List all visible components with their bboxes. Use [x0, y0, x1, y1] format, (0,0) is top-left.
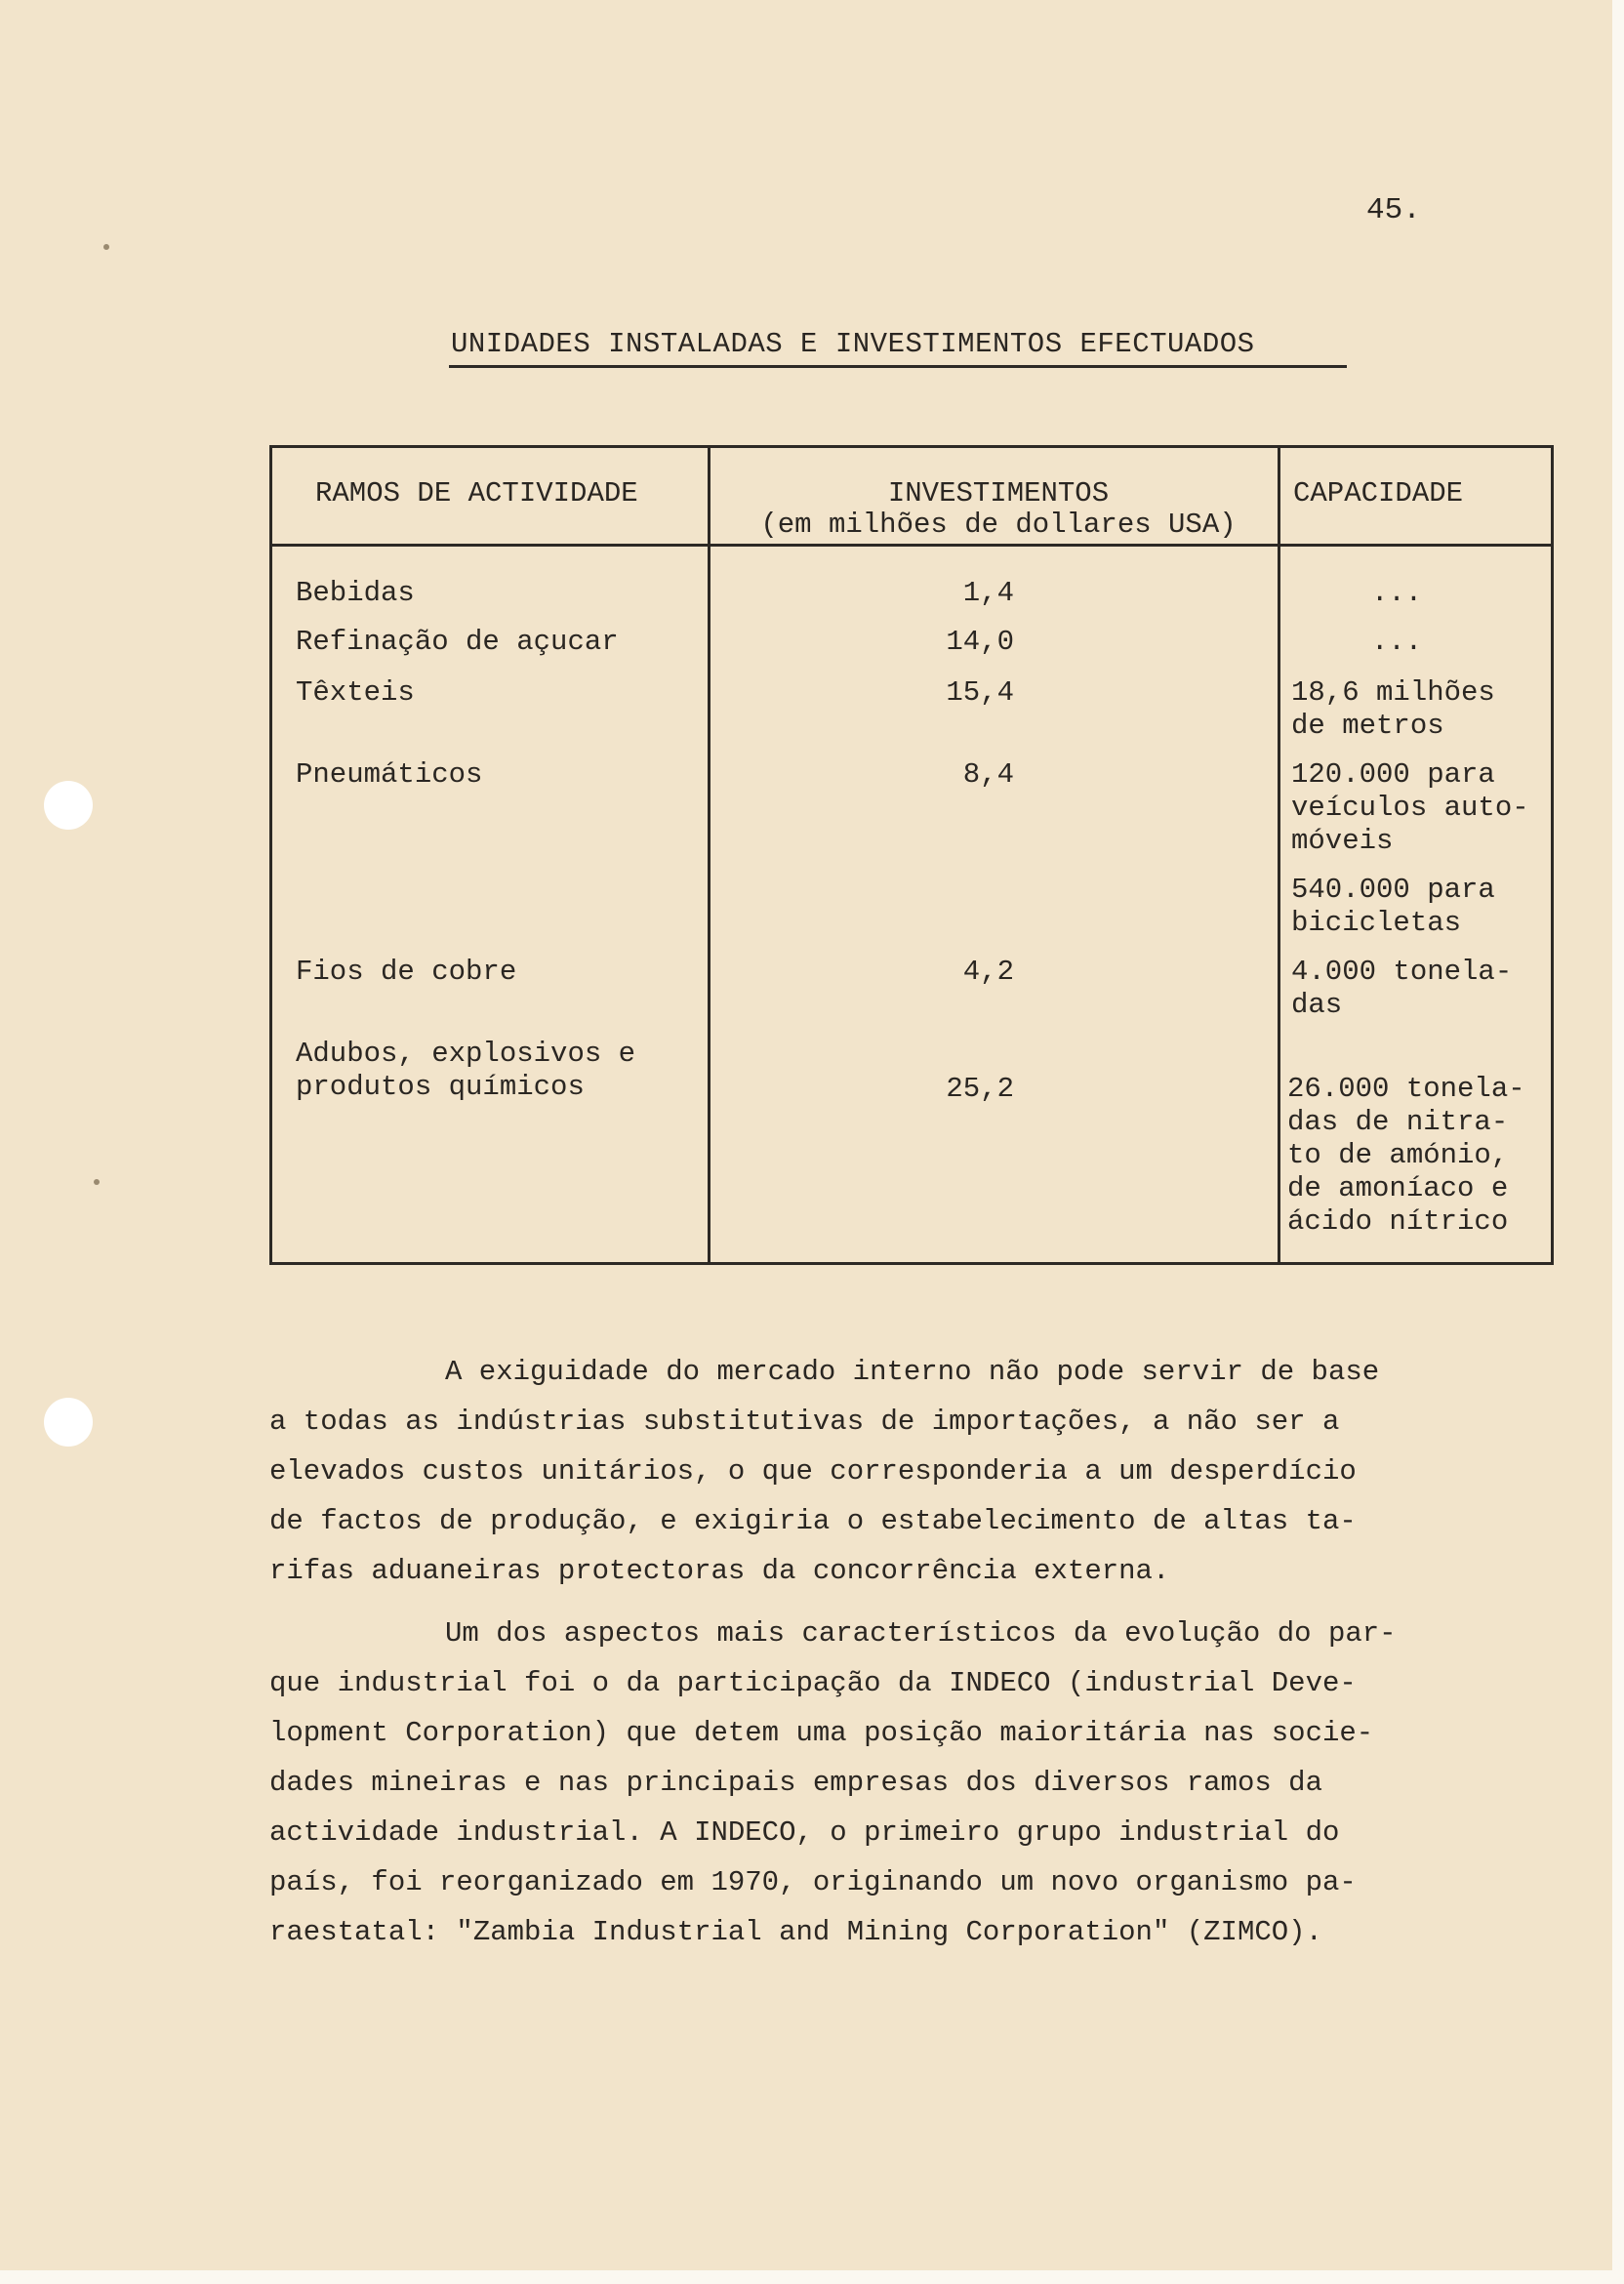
paragraph	[269, 1347, 1528, 1596]
paragraph-line: elevados custos unitários, o que corresponderia a um desperdício	[269, 1455, 1357, 1488]
cell-investimento: 14,0	[946, 626, 1014, 658]
cell-investimento: 8,4	[962, 758, 1014, 791]
paragraph-line: actividade industrial. A INDECO, o primeiro grupo industrial do	[269, 1816, 1340, 1849]
paragraph-line: de factos de produção, e exigiria o estabelecimento de altas ta-	[269, 1505, 1357, 1537]
header-divider	[272, 544, 1551, 547]
cell-capacidade: de metros	[1291, 710, 1444, 742]
page-title: UNIDADES INSTALADAS E INVESTIMENTOS EFECTUADOS	[451, 328, 1255, 360]
paragraph-line: dades mineiras e nas principais empresas dos diversos ramos da	[269, 1767, 1322, 1799]
cell-investimento: 4,2	[962, 956, 1014, 988]
column-divider	[708, 448, 710, 1262]
cell-capacidade: ...	[1371, 577, 1423, 609]
header-investimentos: INVESTIMENTOS	[887, 477, 1110, 510]
cell-ramo: produtos químicos	[296, 1071, 585, 1103]
cell-capacidade: móveis	[1291, 825, 1394, 857]
cell-investimento: 25,2	[946, 1073, 1014, 1105]
cell-ramo: Fios de cobre	[296, 956, 517, 988]
cell-capacidade: 4.000 tonela-	[1291, 956, 1513, 988]
cell-capacidade: 18,6 milhões	[1291, 676, 1495, 709]
punch-hole	[44, 1398, 93, 1447]
header-investimentos-unit: (em milhões de dollares USA)	[760, 509, 1237, 541]
punch-hole	[44, 781, 93, 830]
paragraph-line: rifas aduaneiras protectoras da concorrência externa.	[269, 1555, 1170, 1587]
cell-capacidade: 26.000 tonela-	[1287, 1073, 1525, 1105]
cell-capacidade: das de nitra-	[1287, 1106, 1509, 1138]
paragraph	[269, 1609, 1528, 1957]
header-ramos: RAMOS DE ACTIVIDADE	[315, 477, 638, 510]
paper-speck	[94, 1179, 100, 1185]
paragraph-line: A exiguidade do mercado interno não pode servir de base	[445, 1356, 1380, 1388]
cell-capacidade: 540.000 para	[1291, 874, 1495, 906]
header-capacidade: CAPACIDADE	[1293, 477, 1464, 510]
page-number: 45.	[1366, 193, 1421, 227]
paper-speck	[103, 244, 109, 250]
cell-ramo: Pneumáticos	[296, 758, 483, 791]
cell-capacidade: to de amónio,	[1287, 1139, 1509, 1171]
cell-capacidade: 120.000 para	[1291, 758, 1495, 791]
data-table	[269, 445, 1554, 1265]
cell-investimento: 15,4	[946, 676, 1014, 709]
paper-edge	[1612, 0, 1624, 2284]
cell-ramo: Adubos, explosivos e	[296, 1038, 636, 1070]
title-underline	[449, 365, 1347, 368]
cell-ramo: Têxteis	[296, 676, 415, 709]
cell-capacidade: ...	[1371, 626, 1423, 658]
cell-capacidade: bicicletas	[1291, 907, 1462, 939]
cell-capacidade: das	[1291, 989, 1343, 1021]
paper-edge-bottom	[0, 2270, 1624, 2284]
paragraph-line: raestatal: "Zambia Industrial and Mining Corporation" (ZIMCO).	[269, 1916, 1322, 1948]
cell-ramo: Bebidas	[296, 577, 415, 609]
paragraph-line: a todas as indústrias substitutivas de importações, a não ser a	[269, 1406, 1340, 1438]
paragraph-line: país, foi reorganizado em 1970, originando um novo organismo pa-	[269, 1866, 1357, 1898]
paragraph-line: lopment Corporation) que detem uma posição maioritária nas socie-	[269, 1717, 1374, 1749]
cell-ramo: Refinação de açucar	[296, 626, 619, 658]
cell-capacidade: ácido nítrico	[1287, 1205, 1509, 1238]
cell-capacidade: veículos auto-	[1291, 792, 1529, 824]
column-divider	[1278, 448, 1280, 1262]
cell-capacidade: de amoníaco e	[1287, 1172, 1509, 1204]
paragraph-line: Um dos aspectos mais característicos da evolução do par-	[445, 1617, 1397, 1650]
cell-investimento: 1,4	[962, 577, 1014, 609]
paragraph-line: que industrial foi o da participação da INDECO (industrial Deve-	[269, 1667, 1357, 1699]
